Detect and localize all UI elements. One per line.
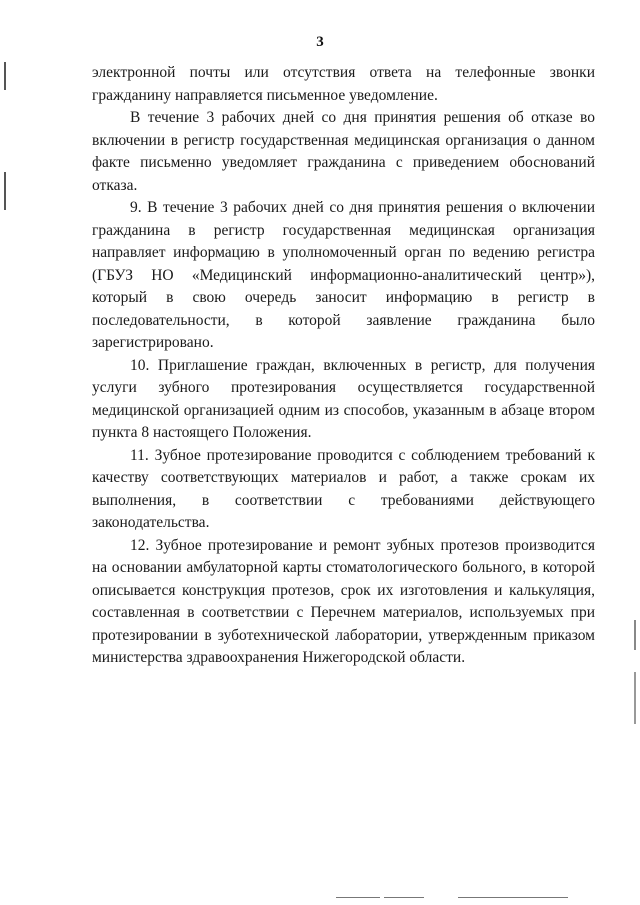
scan-mark-bottom: [336, 897, 380, 898]
paragraph-refusal-notice: В течение 3 рабочих дней со дня принятия решения об отказе во включении в регистр государственная медицинская организация о данном факте письменно уведомляет гражданина с приведением обоснований отказа.: [92, 109, 595, 194]
paragraph-10: 10. Приглашение граждан, включенных в регистр, для получения услуги зубного протезирования осуществляется государственной медицинской организацией одним из способов, указанным в абзаце втором пункта 8 настоящего Положения.: [92, 356, 595, 441]
scan-mark-left-mid: [4, 172, 6, 210]
scan-mark-left-top: [4, 62, 6, 90]
scan-mark-bottom-3: [458, 897, 568, 898]
scan-mark-right: [634, 620, 636, 650]
paragraph-12: 12. Зубное протезирование и ремонт зубных протезов производится на основании амбулаторной карты стоматологического больного, в которой описывается конструкция протезов, срок их изготовления и калькуляция, составленная в соответствии с Перечнем материалов, используемых при протезировании в зуботехнической лаборатории, утвержденным приказом министерства здравоохранения Нижегородской области.: [92, 536, 595, 666]
page-number: 3: [316, 34, 324, 50]
paragraph-continuation: электронной почты или отсутствия ответа на телефонные звонки гражданину направляется письменное уведомление.: [92, 64, 595, 104]
paragraph-11: 11. Зубное протезирование проводится с соблюдением требований к качеству соответствующих материалов и работ, а также срокам их выполнения, в соответствии с требованиями действующего законодательства.: [92, 446, 595, 531]
scan-mark-right-low: [634, 672, 636, 724]
document-body: [92, 62, 595, 670]
paragraph-9: 9. В течение 3 рабочих дней со дня принятия решения о включении гражданина в регистр государственная медицинская организация направляет информацию в уполномоченный орган по ведению регистра (ГБУЗ НО «Медицинский информационно-аналитический центр»), который в свою очередь заносит информацию в регистр в последовательности, в которой заявление гражданина было зарегистрировано.: [92, 199, 595, 351]
scan-mark-bottom-2: [384, 897, 424, 898]
